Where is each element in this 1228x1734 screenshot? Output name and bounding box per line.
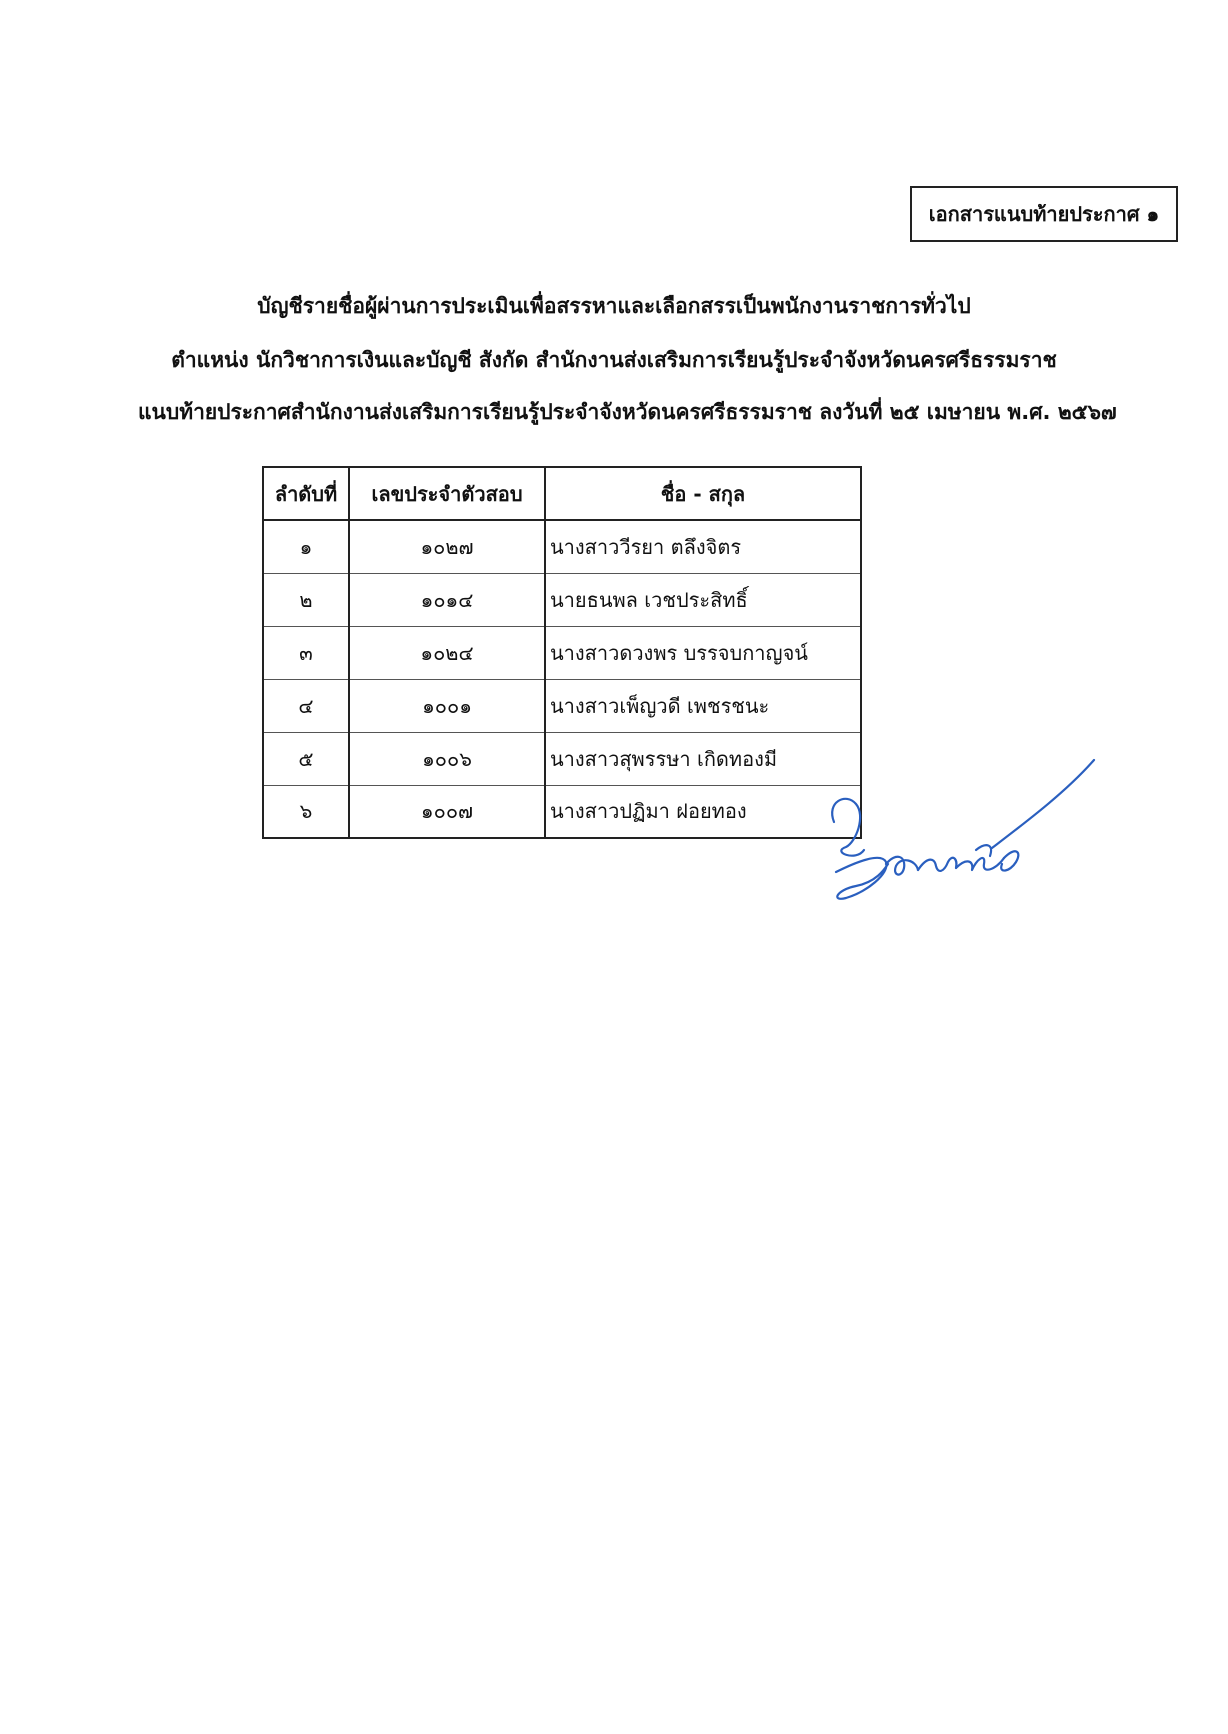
header-no: ลำดับที่ xyxy=(263,467,349,520)
cell-name: นางสาวสุพรรษา เกิดทองมี xyxy=(545,732,861,785)
heading-line-2: ตำแหน่ง นักวิชาการเงินและบัญชี สังกัด สำนักงานส่งเสริมการเรียนรู้ประจำจังหวัดนครศรีธรรมราช xyxy=(171,348,1057,372)
cell-no: ๑ xyxy=(263,520,349,573)
cell-exam-id: ๑๐๐๗ xyxy=(349,785,545,838)
cell-name: นางสาวปฏิมา ฝอยทอง xyxy=(545,785,861,838)
cell-no: ๕ xyxy=(263,732,349,785)
table-row xyxy=(263,573,861,626)
attachment-label: เอกสารแนบท้ายประกาศ ๑ xyxy=(910,186,1178,242)
table-row xyxy=(263,785,861,838)
table-row xyxy=(263,732,861,785)
cell-name: นายธนพล เวชประสิทธิ์ xyxy=(545,573,861,626)
heading-line-3: แนบท้ายประกาศสำนักงานส่งเสริมการเรียนรู้ประจำจังหวัดนครศรีธรรมราช ลงวันที่ ๒๕ เมษายน พ.ศ. ๒๕๖๗ xyxy=(138,400,1117,424)
cell-exam-id: ๑๐๒๔ xyxy=(349,626,545,679)
cell-name: นางสาววีรยา ตลึงจิตร xyxy=(545,520,861,573)
table-row xyxy=(263,520,861,573)
cell-no: ๔ xyxy=(263,679,349,732)
cell-exam-id: ๑๐๐๑ xyxy=(349,679,545,732)
header-name: ชื่อ - สกุล xyxy=(545,467,861,520)
table-header-row xyxy=(263,467,861,520)
cell-exam-id: ๑๐๐๖ xyxy=(349,732,545,785)
cell-no: ๖ xyxy=(263,785,349,838)
header-exam-id: เลขประจำตัวสอบ xyxy=(349,467,545,520)
candidate-table xyxy=(262,466,862,839)
cell-exam-id: ๑๐๑๔ xyxy=(349,573,545,626)
signature xyxy=(826,752,1106,922)
cell-no: ๓ xyxy=(263,626,349,679)
heading-line-1: บัญชีรายชื่อผู้ผ่านการประเมินเพื่อสรรหาและเลือกสรรเป็นพนักงานราชการทั่วไป xyxy=(257,294,971,318)
table-row xyxy=(263,626,861,679)
table-row xyxy=(263,679,861,732)
cell-no: ๒ xyxy=(263,573,349,626)
cell-name: นางสาวเพ็ญวดี เพชรชนะ xyxy=(545,679,861,732)
cell-exam-id: ๑๐๒๗ xyxy=(349,520,545,573)
cell-name: นางสาวดวงพร บรรจบกาญจน์ xyxy=(545,626,861,679)
